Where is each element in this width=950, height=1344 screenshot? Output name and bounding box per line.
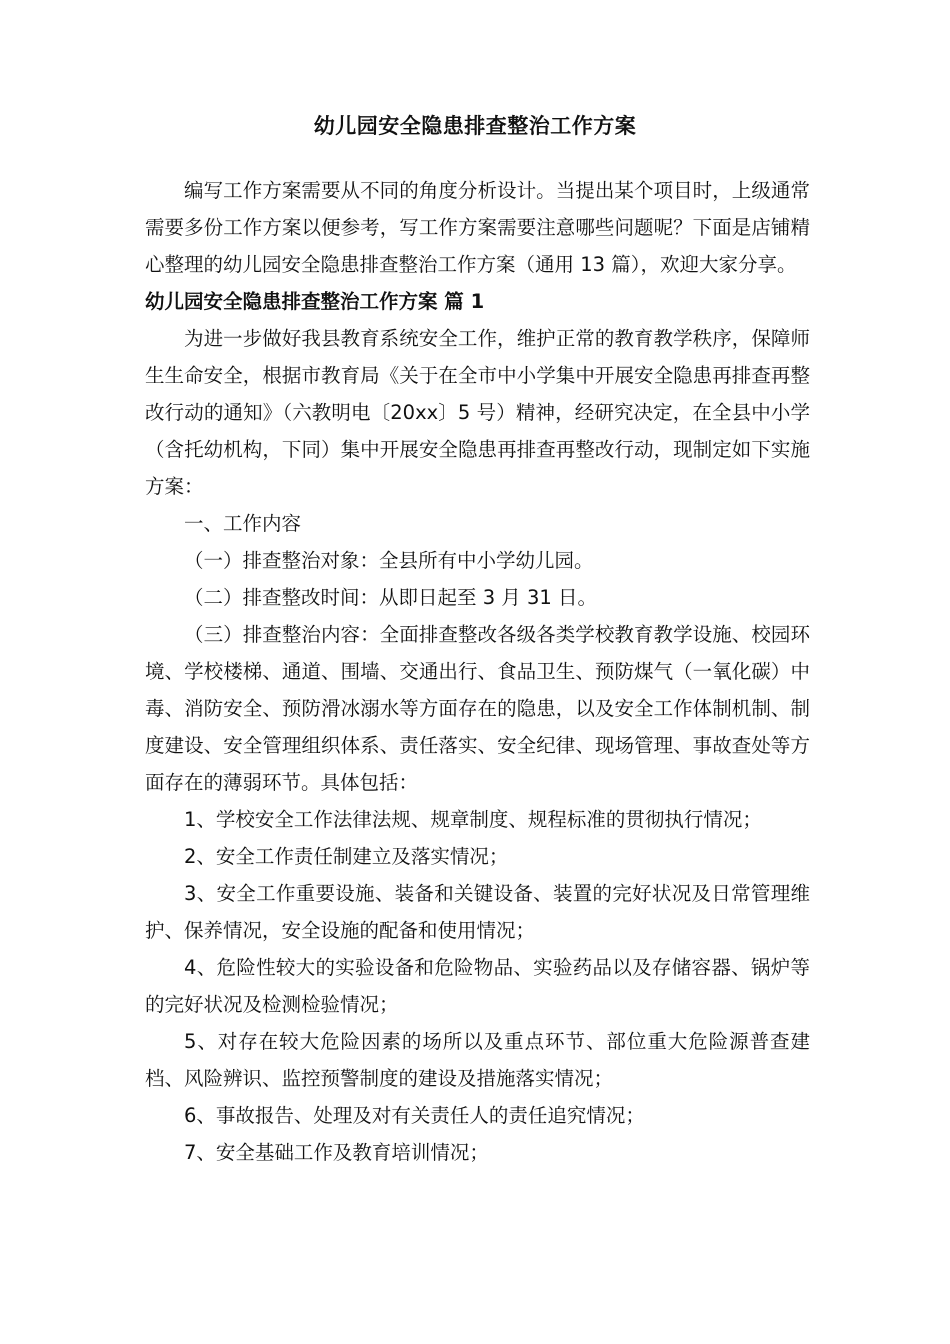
list-item: 2、安全工作责任制建立及落实情况； xyxy=(184,845,509,868)
list-item: 6、事故报告、处理及对有关责任人的责任追究情况； xyxy=(184,1104,645,1127)
list-item: （二）排查整改时间：从即日起至 3 月 31 日。 xyxy=(184,586,598,609)
intro-paragraph: 编写工作方案需要从不同的角度分析设计。当提出某个项目时，上级通常需要多份工作方案以便参考，写工作方案需要注意哪些问题呢？下面是店铺精心整理的幼儿园安全隐患排查整治工作方案（通用 13 篇），欢迎大家分享。 xyxy=(145,179,810,276)
document-title: 幼儿园安全隐患排查整治工作方案 xyxy=(313,114,637,138)
list-item: （一）排查整治对象：全县所有中小学幼儿园。 xyxy=(184,549,594,572)
list-item: 5、对存在较大危险因素的场所以及重点环节、部位重大危险源普查建档、风险辨识、监控预警制度的建设及措施落实情况； xyxy=(145,1030,810,1090)
section-heading: 幼儿园安全隐患排查整治工作方案 篇 1 xyxy=(145,290,485,313)
list-item: 1、学校安全工作法律法规、规章制度、规程标准的贯彻执行情况； xyxy=(184,808,762,831)
list-item: 7、安全基础工作及教育培训情况； xyxy=(184,1141,489,1164)
document-body xyxy=(145,172,810,1171)
list-item: 3、安全工作重要设施、装备和关键设备、装置的完好状况及日常管理维护、保养情况，安全设施的配备和使用情况； xyxy=(145,882,810,942)
list-item: 4、危险性较大的实验设备和危险物品、实验药品以及存储容器、锅炉等的完好状况及检测检验情况； xyxy=(145,956,810,1016)
subheading-work-content: 一、工作内容 xyxy=(184,512,302,535)
list-item: （三）排查整治内容：全面排查整改各级各类学校教育教学设施、校园环境、学校楼梯、通道、围墙、交通出行、食品卫生、预防煤气（一氧化碳）中毒、消防安全、预防滑冰溺水等方面存在的隐患，以及安全工作体制机制、制度建设、安全管理组织体系、责任落实、安全纪律、现场管理、事故查处等方面存在的薄弱环节。具体包括： xyxy=(145,623,810,794)
body-paragraph: 为进一步做好我县教育系统安全工作，维护正常的教育教学秩序，保障师生生命安全，根据市教育局《关于在全市中小学集中开展安全隐患再排查再整改行动的通知》（六教明电〔20xx〕5 号）精神，经研究决定，在全县中小学（含托幼机构，下同）集中开展安全隐患再排查再整改行动，现制定如下实施方案： xyxy=(145,327,810,498)
